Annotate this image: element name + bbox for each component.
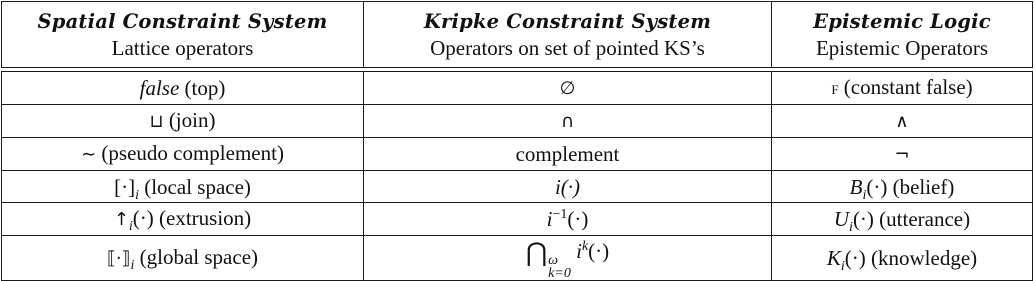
- operator-argument: (·): [866, 174, 888, 199]
- operator-superscript: −1: [552, 207, 568, 222]
- operator-symbol: ¬: [894, 144, 910, 165]
- header-row: [2, 2, 1033, 68]
- header-cell-epistemic: [772, 2, 1033, 68]
- cell-kripke: [364, 171, 772, 203]
- operator-symbol: U: [833, 207, 850, 231]
- operator-description: (pseudo complement): [96, 141, 284, 165]
- operator-description: (constant false): [838, 75, 973, 99]
- operator-symbol: i: [546, 207, 553, 231]
- operator-description: (belief): [887, 174, 955, 199]
- operator-subscript: i: [128, 219, 133, 235]
- operator-symbol: ∩: [560, 111, 575, 132]
- operator-subscript: i: [862, 187, 867, 203]
- operator-description: (utterance): [873, 207, 971, 231]
- operator-description: (local space): [138, 174, 251, 199]
- operator-subscript: i: [130, 258, 135, 274]
- operator-symbol: ⟦·⟧: [106, 248, 131, 269]
- operator-symbol: ∅: [559, 78, 576, 99]
- cell-epistemic: [772, 236, 1033, 281]
- operator-argument: (·): [567, 207, 589, 231]
- header-title-spatial: Spatial Constraint System: [37, 10, 328, 33]
- cell-spatial: [2, 138, 364, 171]
- cell-spatial: [2, 72, 364, 105]
- cell-spatial: [2, 171, 364, 203]
- cell-epistemic: [772, 171, 1033, 203]
- table-body: [1, 71, 1033, 281]
- operator-description: complement: [515, 142, 620, 166]
- operator-symbol: i: [576, 239, 582, 263]
- cell-kripke: [364, 138, 772, 171]
- cell-spatial: [2, 105, 364, 138]
- operator-description: (global space): [134, 245, 259, 269]
- lower-limit: k=0: [548, 266, 571, 281]
- operator-symbol: false: [139, 76, 180, 100]
- cell-epistemic: [772, 203, 1033, 236]
- header-cell-spatial: [2, 2, 364, 68]
- table-header: [1, 1, 1033, 68]
- cell-epistemic: [772, 72, 1033, 105]
- operator-argument: (·): [132, 206, 154, 230]
- operator-subscript: i: [849, 220, 853, 236]
- operator-description: (top): [179, 76, 226, 100]
- big-intersection-symbol: ⋂: [525, 238, 548, 268]
- table-row: [2, 72, 1033, 105]
- header-cell-kripke: [364, 2, 772, 68]
- cell-spatial: [2, 236, 364, 281]
- operator-symbol: ∧: [895, 111, 909, 132]
- operator-description: (extrusion): [153, 206, 252, 230]
- operator-superscript: k: [581, 239, 589, 254]
- operator-symbol: i(·): [554, 174, 581, 199]
- operator-symbol: ↑: [113, 209, 129, 230]
- upper-limit: ω: [548, 253, 559, 268]
- intersection-limits: [548, 254, 571, 280]
- header-subtitle-spatial: Lattice operators: [111, 36, 254, 60]
- operator-symbol: f: [831, 78, 839, 99]
- cell-epistemic: [772, 105, 1033, 138]
- cell-kripke: [364, 72, 772, 105]
- header-title-kripke: Kripke Constraint System: [423, 10, 712, 33]
- cell-kripke: [364, 203, 772, 236]
- operator-description: (join): [163, 108, 216, 132]
- table-row: [2, 203, 1033, 236]
- operator-symbol: K: [826, 246, 841, 270]
- table-row: [2, 171, 1033, 203]
- table-row: [2, 236, 1033, 281]
- operator-subscript: i: [135, 187, 139, 203]
- operator-symbol: ∼: [81, 144, 97, 165]
- operator-subscript: i: [840, 259, 845, 275]
- cell-kripke: [364, 105, 772, 138]
- table-row: [2, 105, 1033, 138]
- header-title-epistemic: Epistemic Logic: [813, 10, 991, 33]
- operator-argument: (·): [588, 239, 610, 263]
- operator-argument: (·): [852, 207, 874, 231]
- operator-description: (knowledge): [865, 246, 978, 270]
- operator-symbol: ⊔: [149, 111, 164, 132]
- operator-argument: (·): [844, 246, 866, 270]
- operator-symbol: B: [849, 174, 863, 199]
- cell-kripke: [364, 236, 772, 281]
- header-subtitle-kripke: Operators on set of pointed KS’s: [430, 36, 705, 60]
- table-row: [2, 138, 1033, 171]
- header-subtitle-epistemic: Epistemic Operators: [815, 36, 989, 60]
- cell-spatial: [2, 203, 364, 236]
- cell-epistemic: [772, 138, 1033, 171]
- operator-symbol: [·]: [114, 174, 136, 199]
- operator-correspondence-table: [1, 1, 1034, 281]
